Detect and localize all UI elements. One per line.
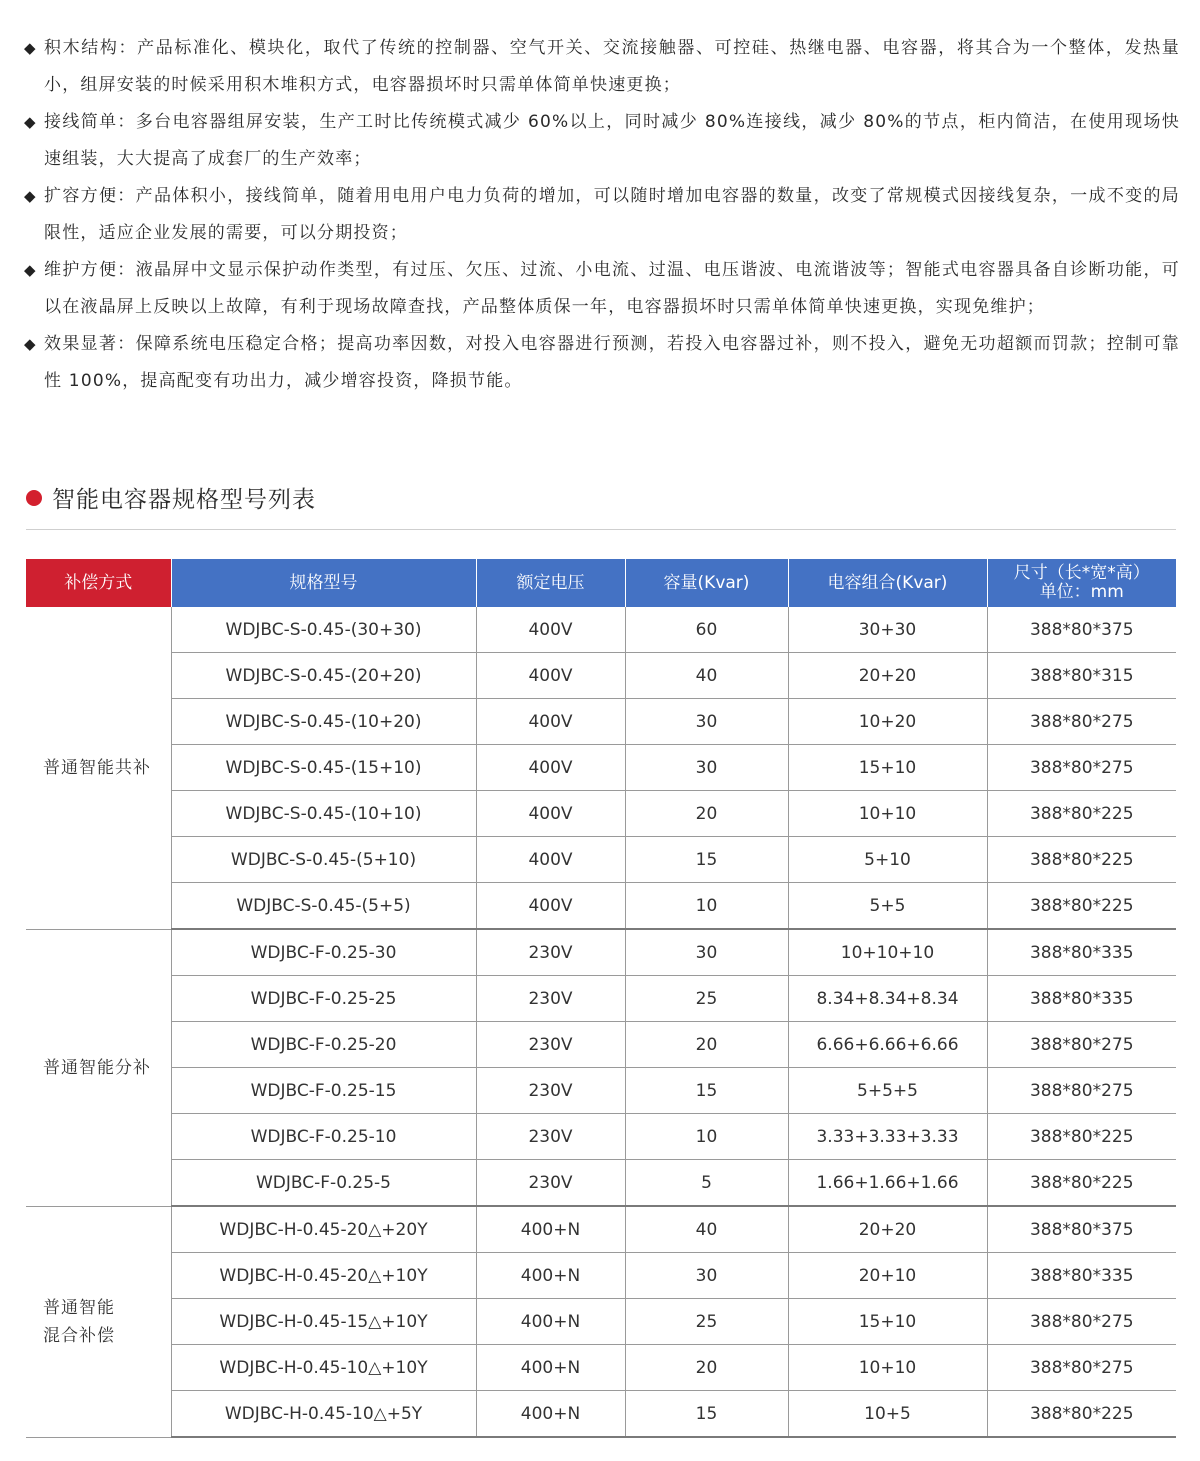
table-row xyxy=(26,1299,1176,1345)
combo-cell: 5+5+5 xyxy=(788,1068,987,1114)
header-voltage: 额定电压 xyxy=(476,559,625,607)
feature-item xyxy=(24,104,1180,178)
header-mode: 补偿方式 xyxy=(26,559,171,607)
model-cell: WDJBC-H-0.45-20△+20Y xyxy=(171,1206,476,1253)
feature-list xyxy=(24,30,1180,400)
table-row xyxy=(26,1253,1176,1299)
size-cell: 388*80*335 xyxy=(987,976,1176,1022)
combo-cell: 10+10 xyxy=(788,791,987,837)
voltage-cell: 230V xyxy=(476,976,625,1022)
size-cell: 388*80*275 xyxy=(987,745,1176,791)
capacity-cell: 20 xyxy=(625,1022,788,1068)
model-cell: WDJBC-H-0.45-20△+10Y xyxy=(171,1253,476,1299)
table-row xyxy=(26,1160,1176,1207)
model-cell: WDJBC-H-0.45-10△+10Y xyxy=(171,1345,476,1391)
size-cell: 388*80*225 xyxy=(987,837,1176,883)
voltage-cell: 400+N xyxy=(476,1345,625,1391)
table-row xyxy=(26,837,1176,883)
size-cell: 388*80*275 xyxy=(987,1299,1176,1345)
header-size xyxy=(987,559,1176,607)
size-cell: 388*80*225 xyxy=(987,1391,1176,1438)
combo-cell: 10+20 xyxy=(788,699,987,745)
group-cell xyxy=(26,929,171,1206)
capacity-cell: 25 xyxy=(625,976,788,1022)
group-label: 混合补偿 xyxy=(43,1325,115,1346)
combo-cell: 20+20 xyxy=(788,1206,987,1253)
header-combo: 电容组合(Kvar) xyxy=(788,559,987,607)
voltage-cell: 400+N xyxy=(476,1253,625,1299)
size-cell: 388*80*275 xyxy=(987,1345,1176,1391)
size-cell: 388*80*275 xyxy=(987,1022,1176,1068)
combo-cell: 1.66+1.66+1.66 xyxy=(788,1160,987,1207)
group-cell xyxy=(26,1206,171,1437)
combo-cell: 3.33+3.33+3.33 xyxy=(788,1114,987,1160)
table-row xyxy=(26,1068,1176,1114)
capacity-cell: 40 xyxy=(625,653,788,699)
capacity-cell: 30 xyxy=(625,699,788,745)
size-cell: 388*80*225 xyxy=(987,1114,1176,1160)
size-cell: 388*80*335 xyxy=(987,1253,1176,1299)
diamond-bullet-icon: ◆ xyxy=(24,187,37,205)
combo-cell: 20+10 xyxy=(788,1253,987,1299)
combo-cell: 8.34+8.34+8.34 xyxy=(788,976,987,1022)
header-size-line1: 尺寸（长*宽*高） xyxy=(1013,563,1150,583)
table-row xyxy=(26,791,1176,837)
feature-item xyxy=(24,178,1180,252)
size-cell: 388*80*375 xyxy=(987,607,1176,653)
combo-cell: 5+10 xyxy=(788,837,987,883)
capacity-cell: 40 xyxy=(625,1206,788,1253)
capacity-cell: 15 xyxy=(625,837,788,883)
combo-cell: 20+20 xyxy=(788,653,987,699)
combo-cell: 15+10 xyxy=(788,745,987,791)
diamond-bullet-icon: ◆ xyxy=(24,113,37,131)
group-label: 普通智能分补 xyxy=(43,1057,151,1078)
feature-item xyxy=(24,326,1180,400)
table-header-row xyxy=(26,559,1176,607)
model-cell: WDJBC-F-0.25-25 xyxy=(171,976,476,1022)
red-dot-icon xyxy=(26,490,42,506)
table-row xyxy=(26,883,1176,930)
voltage-cell: 400+N xyxy=(476,1206,625,1253)
combo-cell: 6.66+6.66+6.66 xyxy=(788,1022,987,1068)
combo-cell: 10+5 xyxy=(788,1391,987,1438)
capacity-cell: 10 xyxy=(625,883,788,930)
size-cell: 388*80*225 xyxy=(987,883,1176,930)
diamond-bullet-icon: ◆ xyxy=(24,335,37,353)
voltage-cell: 400V xyxy=(476,883,625,930)
group-label: 普通智能 xyxy=(43,1297,115,1318)
table-row xyxy=(26,976,1176,1022)
capacity-cell: 30 xyxy=(625,745,788,791)
voltage-cell: 400V xyxy=(476,653,625,699)
combo-cell: 10+10+10 xyxy=(788,929,987,976)
table-row xyxy=(26,745,1176,791)
group-label: 普通智能共补 xyxy=(43,757,151,778)
capacity-cell: 25 xyxy=(625,1299,788,1345)
combo-cell: 5+5 xyxy=(788,883,987,930)
table-row xyxy=(26,1206,1176,1253)
section-heading xyxy=(26,481,316,514)
feature-item xyxy=(24,252,1180,326)
model-cell: WDJBC-F-0.25-20 xyxy=(171,1022,476,1068)
model-cell: WDJBC-F-0.25-5 xyxy=(171,1160,476,1207)
voltage-cell: 400+N xyxy=(476,1391,625,1438)
voltage-cell: 400V xyxy=(476,791,625,837)
voltage-cell: 400V xyxy=(476,837,625,883)
model-cell: WDJBC-F-0.25-10 xyxy=(171,1114,476,1160)
header-capacity: 容量(Kvar) xyxy=(625,559,788,607)
voltage-cell: 230V xyxy=(476,1068,625,1114)
table-row xyxy=(26,653,1176,699)
model-cell: WDJBC-F-0.25-15 xyxy=(171,1068,476,1114)
capacity-cell: 20 xyxy=(625,791,788,837)
feature-item xyxy=(24,30,1180,104)
model-cell: WDJBC-S-0.45-(5+10) xyxy=(171,837,476,883)
feature-text: 效果显著：保障系统电压稳定合格；提高功率因数，对投入电容器进行预测，若投入电容器过补，则不投入，避免无功超额而罚款；控制可靠性 100%，提高配变有功出力，减少增容投资，降损节能。 xyxy=(44,334,1180,391)
header-model: 规格型号 xyxy=(171,559,476,607)
model-cell: WDJBC-S-0.45-(20+20) xyxy=(171,653,476,699)
size-cell: 388*80*225 xyxy=(987,1160,1176,1207)
capacity-cell: 30 xyxy=(625,929,788,976)
capacity-cell: 15 xyxy=(625,1068,788,1114)
header-size-line2: 单位：mm xyxy=(1039,582,1124,602)
size-cell: 388*80*225 xyxy=(987,791,1176,837)
model-cell: WDJBC-S-0.45-(5+5) xyxy=(171,883,476,930)
table-row xyxy=(26,699,1176,745)
size-cell: 388*80*315 xyxy=(987,653,1176,699)
capacity-cell: 60 xyxy=(625,607,788,653)
voltage-cell: 400V xyxy=(476,607,625,653)
capacity-cell: 5 xyxy=(625,1160,788,1207)
diamond-bullet-icon: ◆ xyxy=(24,39,37,57)
feature-text: 扩容方便：产品体积小，接线简单，随着用电用户电力负荷的增加，可以随时增加电容器的数量，改变了常规模式因接线复杂，一成不变的局限性，适应企业发展的需要，可以分期投资； xyxy=(44,186,1180,243)
section-title: 智能电容器规格型号列表 xyxy=(52,487,316,513)
group-cell xyxy=(26,607,171,929)
size-cell: 388*80*335 xyxy=(987,929,1176,976)
voltage-cell: 230V xyxy=(476,1160,625,1207)
voltage-cell: 230V xyxy=(476,1114,625,1160)
size-cell: 388*80*375 xyxy=(987,1206,1176,1253)
model-cell: WDJBC-S-0.45-(15+10) xyxy=(171,745,476,791)
size-cell: 388*80*275 xyxy=(987,699,1176,745)
size-cell: 388*80*275 xyxy=(987,1068,1176,1114)
model-cell: WDJBC-S-0.45-(10+20) xyxy=(171,699,476,745)
divider xyxy=(26,529,1176,530)
capacity-cell: 10 xyxy=(625,1114,788,1160)
table-row xyxy=(26,1345,1176,1391)
table-row xyxy=(26,1114,1176,1160)
feature-text: 接线简单：多台电容器组屏安装，生产工时比传统模式减少 60%以上，同时减少 80%连接线，减少 80%的节点，柜内简洁，在使用现场快速组装，大大提高了成套厂的生产效率； xyxy=(44,112,1180,169)
table-row xyxy=(26,1391,1176,1438)
voltage-cell: 400V xyxy=(476,699,625,745)
combo-cell: 30+30 xyxy=(788,607,987,653)
table-row xyxy=(26,929,1176,976)
voltage-cell: 400+N xyxy=(476,1299,625,1345)
capacity-cell: 20 xyxy=(625,1345,788,1391)
diamond-bullet-icon: ◆ xyxy=(24,261,37,279)
model-cell: WDJBC-H-0.45-10△+5Y xyxy=(171,1391,476,1438)
table-row xyxy=(26,1022,1176,1068)
feature-text: 维护方便：液晶屏中文显示保护动作类型，有过压、欠压、过流、小电流、过温、电压谐波、电流谐波等；智能式电容器具备自诊断功能，可以在液晶屏上反映以上故障，有利于现场故障查找，产品整体质保一年，电容器损坏时只需单体简单快速更换，实现免维护； xyxy=(44,260,1180,317)
table-row xyxy=(26,607,1176,653)
combo-cell: 10+10 xyxy=(788,1345,987,1391)
model-cell: WDJBC-S-0.45-(10+10) xyxy=(171,791,476,837)
capacity-cell: 30 xyxy=(625,1253,788,1299)
spec-table xyxy=(26,559,1176,1438)
feature-text: 积木结构：产品标准化、模块化，取代了传统的控制器、空气开关、交流接触器、可控硅、热继电器、电容器，将其合为一个整体，发热量小，组屏安装的时候采用积木堆积方式，电容器损坏时只需单体简单快速更换； xyxy=(44,38,1180,95)
voltage-cell: 230V xyxy=(476,929,625,976)
model-cell: WDJBC-H-0.45-15△+10Y xyxy=(171,1299,476,1345)
model-cell: WDJBC-S-0.45-(30+30) xyxy=(171,607,476,653)
model-cell: WDJBC-F-0.25-30 xyxy=(171,929,476,976)
combo-cell: 15+10 xyxy=(788,1299,987,1345)
voltage-cell: 400V xyxy=(476,745,625,791)
voltage-cell: 230V xyxy=(476,1022,625,1068)
capacity-cell: 15 xyxy=(625,1391,788,1438)
